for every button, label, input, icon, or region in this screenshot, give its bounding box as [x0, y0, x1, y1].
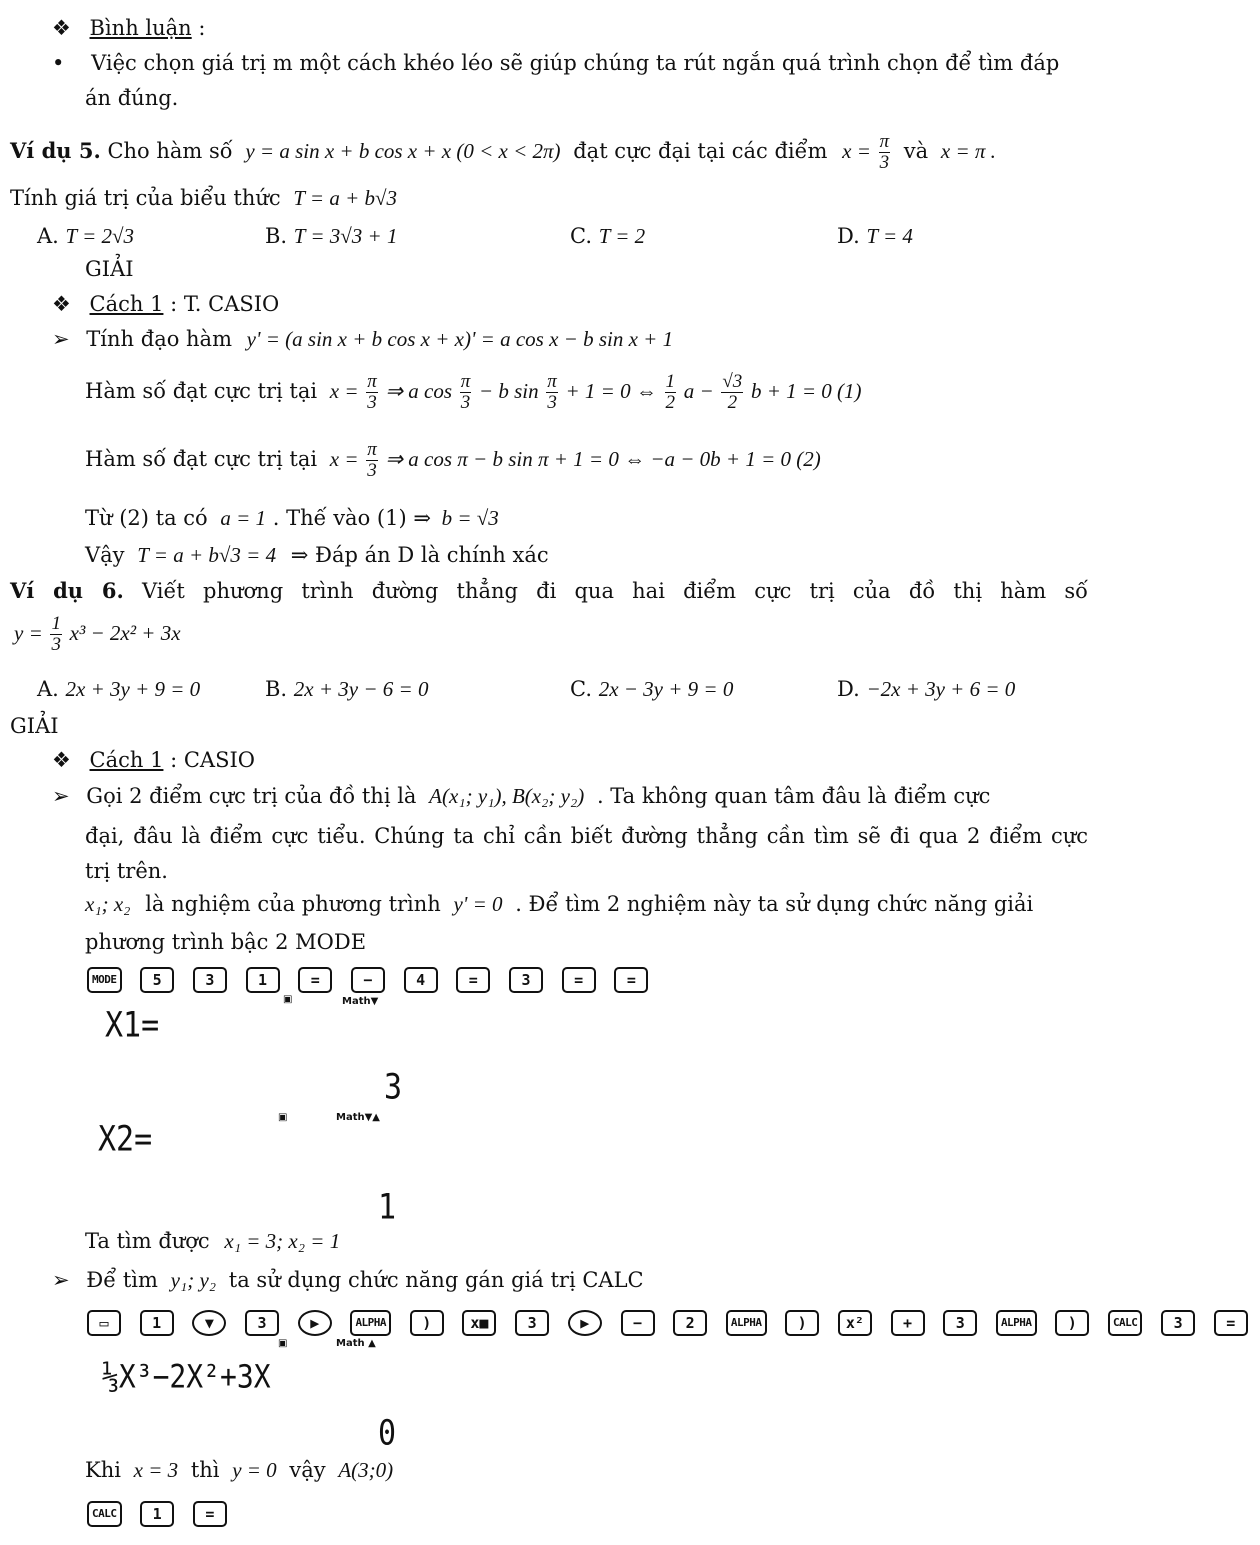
ex5-option-c: C. T = 2 [570, 224, 646, 248]
calculator-keys-calc [87, 1309, 1260, 1336]
key-5[interactable]: 5 [140, 967, 174, 993]
key-1[interactable]: 1 [140, 1310, 174, 1336]
binh-luan-bullet: • Việc chọn giá trị m một cách khéo léo sẽ giúp chúng ta rút ngắn quá trình chọn để tìm đáp [52, 51, 1060, 75]
minus-key[interactable]: − [621, 1310, 655, 1336]
ex5-condition-2: Hàm số đạt cực trị tại x = $\frac{\pi}{3}$ ⇒ a cos π − b sin π + 1 = 0 ⇔ −a − 0b + 1 = 0 (2) [85, 439, 821, 481]
alpha-key[interactable]: ALPHA [350, 1310, 391, 1336]
ex6-khi: Khi x = 3 thì y = 0 vậy A(3;0) [85, 1458, 394, 1482]
ex6-function: y = $\frac{1}{3}$ x³ − 2x² + 3x [14, 613, 181, 655]
arrow-bullet-icon: ➢ [52, 327, 70, 351]
key-1[interactable]: 1 [140, 1501, 174, 1527]
ex6-option-c: C. 2x − 3y + 9 = 0 [570, 677, 734, 701]
ex6-find-y: ➢ Để tìm y₁; y₂ ta sử dụng chức năng gán giá trị CALC [52, 1268, 644, 1292]
diamond-bullet-icon: ❖ [52, 16, 71, 40]
equals-key[interactable]: = [562, 967, 596, 993]
ex6-para-4: x₁; x₂ là nghiệm của phương trình y' = 0 . Để tìm 2 nghiệm này ta sử dụng chức năng giải [85, 892, 1034, 916]
ex5-condition-1: Hàm số đạt cực trị tại x = $\frac{\pi}{3}$ ⇒ a cos $\frac{\pi}{3}$ − b sin $\frac{\pi}{3}$ + 1 = 0 ⇔ $\frac{1}{2}$ a − $\frac{√3}{2}$ b + 1 = 0 (1) [85, 371, 862, 413]
ex6-para-1: ➢ Gọi 2 điểm cực trị của đồ thị là A(x₁; y₁), B(x₂; y₂) . Ta không quan tâm đâu là điểm cực [52, 784, 991, 808]
arrow-bullet-icon: ➢ [52, 1268, 70, 1292]
ex6-option-a: A. 2x + 3y + 9 = 0 [37, 677, 201, 701]
ex6-para-3: trị trên. [85, 859, 168, 883]
equals-key[interactable]: = [614, 967, 648, 993]
calc-key[interactable]: CALC [1108, 1310, 1143, 1336]
ex6-statement: Ví dụ 6. Viết phương trình đường thẳng đi qua hai điểm cực trị của đồ thị hàm số [10, 578, 1088, 603]
key-3[interactable]: 3 [245, 1310, 279, 1336]
lcd-mode-icon: ▣ [283, 994, 293, 1005]
fraction-key[interactable]: ▭ [87, 1310, 121, 1336]
key-1[interactable]: 1 [246, 967, 280, 993]
ex6-cach1: ❖ Cách 1 : CASIO [52, 748, 255, 772]
binh-luan-bullet-cont: án đúng. [85, 86, 179, 110]
key-2[interactable]: 2 [673, 1310, 707, 1336]
x-variable-key[interactable]: ) [785, 1310, 819, 1336]
arrow-bullet-icon: ➢ [52, 784, 70, 808]
ex5-line2: Tính giá trị của biểu thức T = a + b√3 [10, 186, 398, 210]
key-3[interactable]: 3 [943, 1310, 977, 1336]
lcd-math-indicator: Math▼▲ [336, 1112, 380, 1123]
lcd-expression: ⅓X³−2X²+3X [102, 1357, 271, 1396]
square-key[interactable]: x² [838, 1310, 872, 1336]
diamond-bullet-icon: ❖ [52, 748, 71, 772]
x-variable-key[interactable]: ) [1055, 1310, 1089, 1336]
equals-key[interactable]: = [1214, 1310, 1248, 1336]
lcd-x2-value: 1 [378, 1187, 397, 1228]
key-4[interactable]: 4 [404, 967, 438, 993]
equals-key[interactable]: = [193, 1501, 227, 1527]
calc-key[interactable]: CALC [87, 1501, 122, 1527]
ex6-option-d: D. −2x + 3y + 6 = 0 [837, 677, 1016, 701]
ex5-option-a: A. T = 2√3 [37, 224, 135, 248]
right-arrow-key[interactable]: ▶ [568, 1310, 602, 1336]
calculator-keys-mode [87, 966, 660, 993]
power-key[interactable]: x■ [462, 1310, 496, 1336]
key-3[interactable]: 3 [515, 1310, 549, 1336]
key-3[interactable]: 3 [509, 967, 543, 993]
equals-key[interactable]: = [456, 967, 490, 993]
lcd-math-indicator: Math▼ [342, 996, 379, 1007]
calculator-keys-calc-1 [87, 1500, 239, 1527]
ex6-para-5: phương trình bậc 2 MODE [85, 930, 367, 954]
ex6-para-2: đại, đâu là điểm cực tiểu. Chúng ta chỉ cần biết đường thẳng cần tìm sẽ đi qua 2 điểm cực [85, 824, 1088, 848]
alpha-key[interactable]: ALPHA [726, 1310, 767, 1336]
ex5-giai: GIẢI [85, 257, 134, 281]
lcd-math-indicator: Math ▲ [336, 1338, 376, 1349]
lcd-x1-label: X1= [105, 1005, 160, 1046]
plus-key[interactable]: + [891, 1310, 925, 1336]
lcd-result: 0 [378, 1413, 397, 1454]
key-3[interactable]: 3 [1161, 1310, 1195, 1336]
dot-bullet-icon: • [52, 51, 65, 75]
alpha-key[interactable]: ALPHA [996, 1310, 1037, 1336]
ex5-statement: Ví dụ 5. Cho hàm số y = a sin x + b cos x + x (0 < x < 2π) đạt cực đại tại các điểm x = $\frac{\pi}{3}$ và x = π . [10, 131, 996, 173]
binh-luan-heading: ❖ Bình luận : [52, 16, 206, 40]
minus-key[interactable]: − [351, 967, 385, 993]
ex5-option-d: D. T = 4 [837, 224, 913, 248]
lcd-x2-label: X2= [98, 1119, 153, 1160]
pi-over-3-fraction: $\frac{\pi}{3}$ [879, 131, 890, 173]
ex6-found-roots: Ta tìm được x₁ = 3; x₂ = 1 [85, 1229, 341, 1253]
ex5-conclusion: Vậy T = a + b√3 = 4 ⇒ Đáp án D là chính xác [85, 543, 549, 567]
lcd-mode-icon: ▣ [278, 1112, 288, 1123]
diamond-bullet-icon: ❖ [52, 292, 71, 316]
ex6-option-b: B. 2x + 3y − 6 = 0 [265, 677, 429, 701]
down-arrow-key[interactable]: ▼ [192, 1310, 226, 1336]
ex5-cach1: ❖ Cách 1 : T. CASIO [52, 292, 280, 316]
equals-key[interactable]: = [298, 967, 332, 993]
ex6-giai: GIẢI [10, 714, 59, 738]
lcd-x1-value: 3 [384, 1067, 403, 1108]
key-3[interactable]: 3 [193, 967, 227, 993]
lcd-mode-icon: ▣ [278, 1338, 288, 1349]
mode-key[interactable]: MODE [87, 967, 122, 993]
right-arrow-key[interactable]: ▶ [298, 1310, 332, 1336]
ex5-tu-2: Từ (2) ta có a = 1 . Thế vào (1) ⇒ b = √3 [85, 506, 499, 530]
ex5-derivative: ➢ Tính đạo hàm y' = (a sin x + b cos x + x)' = a cos x − b sin x + 1 [52, 327, 674, 351]
x-variable-key[interactable]: ) [410, 1310, 444, 1336]
ex5-option-b: B. T = 3√3 + 1 [265, 224, 398, 248]
